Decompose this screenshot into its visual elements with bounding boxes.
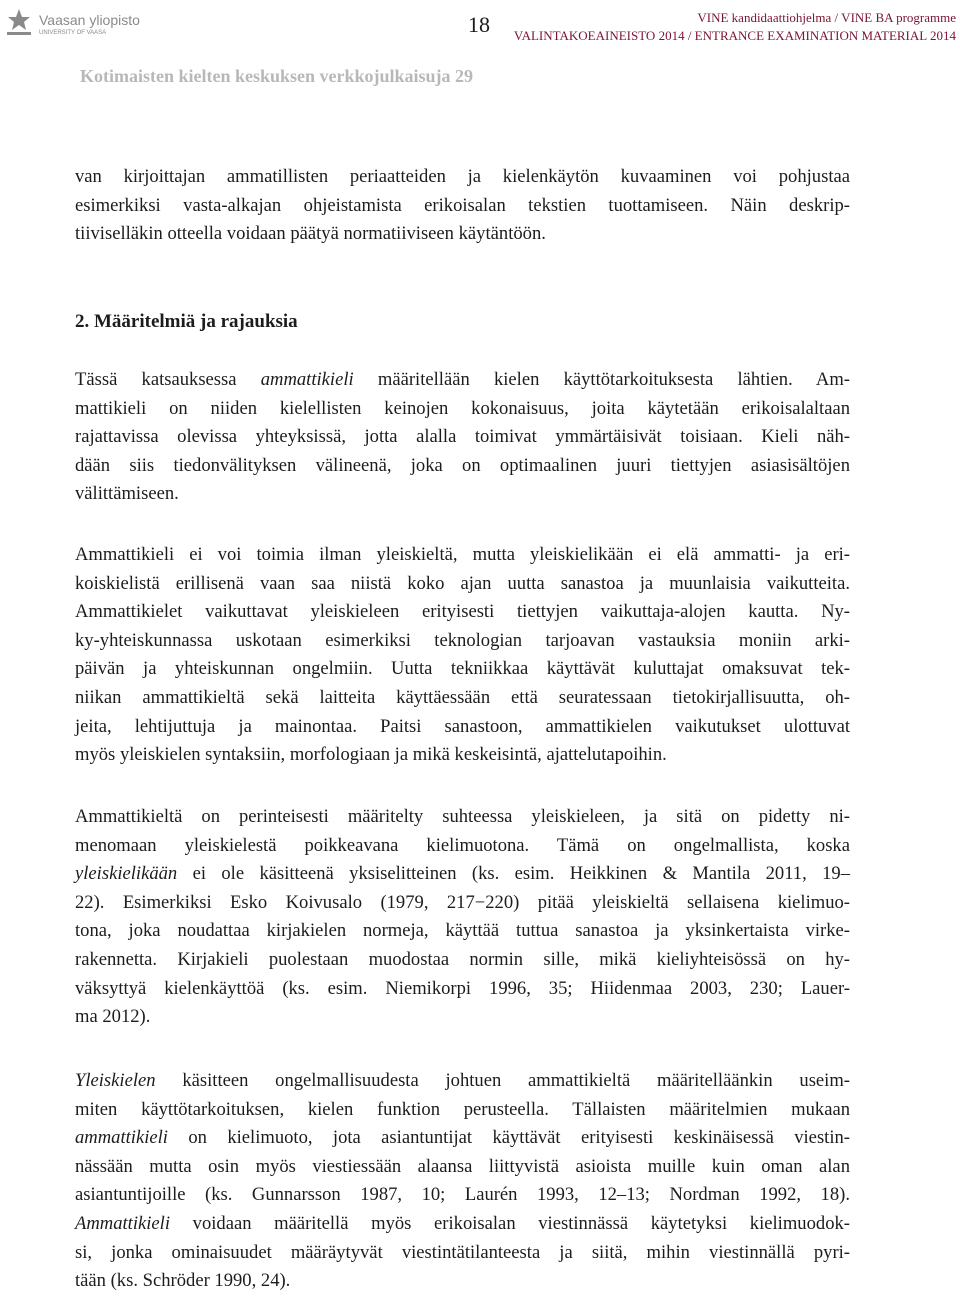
text-line: dään siis tiedonvälityksen välineenä, joka on optimaalinen juuri tiettyjen asiasisältöjen <box>75 454 850 476</box>
university-logo <box>3 8 143 36</box>
text-line: ky-yhteiskunnassa uskotaan esimerkiksi teknologian tarjoavan vastauksia moniin arki- <box>75 629 850 651</box>
logo-name: Vaasan yliopisto <box>39 12 140 28</box>
section-heading: 2. Määritelmiä ja rajauksia <box>75 311 298 332</box>
italic-term: ammattikieli <box>75 1127 168 1149</box>
text-line: nässään mutta osin myös viestiessään alaansa liittyvistä asioista muille kuin oman alan <box>75 1155 850 1177</box>
paragraph-4 <box>75 803 850 1032</box>
italic-term: Yleiskielen <box>75 1070 156 1091</box>
text-run: on kielimuoto, jota asiantuntijat käyttävät erityisesti keskinäisessä viestin- <box>167 1127 850 1149</box>
text-run: käsitteen ongelmallisuudesta johtuen ammattikieltä määritelläänkin useim- <box>155 1070 850 1091</box>
text-run: Tässä katsauksessa <box>75 369 261 390</box>
text-line: mattikieli on niiden kielellisten keinojen kokonaisuus, joita käytetään erikoisalaltaan <box>75 397 850 419</box>
programme-line-1: VINE kandidaattiohjelma / VINE BA programme <box>697 10 956 25</box>
text-line: Ammattikieli ei voi toimia ilman yleiskieltä, mutta yleiskielikään ei elä ammatti- ja eri- <box>75 544 850 565</box>
paragraph-2 <box>75 366 850 509</box>
italic-term: ammattikieli <box>260 369 354 390</box>
text-line: 22). Esimerkiksi Esko Koivusalo (1979, 217−220) pitää yleiskieltä sellaisena kielimuo- <box>75 891 850 913</box>
text-line: päivän ja yhteiskunnan ongelmiin. Uutta tekniikkaa käyttävät kuluttajat omaksuvat tek- <box>75 658 850 680</box>
text-line: väksyttyä kielenkäyttöä (ks. esim. Niemikorpi 1996, 35; Hiidenmaa 2003, 230; Lauer- <box>75 977 850 999</box>
text-line: koiskielistä erillisenä vaan saa niistä koko ajan uutta sanastoa ja muunlaisia vaikutteita. <box>75 572 850 594</box>
programme-header <box>514 9 956 45</box>
text-line: rajattavissa olevissa yhteyksissä, jotta alalla toimivat ymmärtäisivät toisiaan. Kieli näh- <box>75 426 850 448</box>
page-number: 18 <box>468 12 490 37</box>
text-line: asiantuntijoille (ks. Gunnarsson 1987, 10; Laurén 1993, 12–13; Nordman 1992, 18). <box>75 1184 850 1206</box>
text-line: rakennetta. Kirjakieli puolestaan muodostaa normin sille, mikä kieliyhteisössä on hy- <box>75 948 850 970</box>
text-line <box>75 1210 850 1239</box>
text-line: si, jonka ominaisuudet määräytyvät viestintätilanteesta ja siitä, mihin viestinnällä pyri- <box>75 1241 850 1263</box>
text-run: määritellään kielen käyttötarkoituksesta lähtien. Am- <box>353 369 850 390</box>
university-crest-icon <box>3 8 35 38</box>
text-line: niikan ammattikieltä sekä laitteita käyttäessään että seuratessaan tietokirjallisuutta, oh- <box>75 686 850 708</box>
text-line <box>75 860 850 889</box>
text-line: Ammattikielet vaikuttavat yleiskieleen erityisesti tiettyjen vaikuttaja-alojen kautta. Ny- <box>75 601 850 623</box>
text-line: van kirjoittajan ammatillisten periaatteiden ja kielenkäytön kuvaaminen voi pohjustaa <box>75 166 850 187</box>
text-line <box>75 1067 850 1096</box>
text-line: jeita, lehtijuttuja ja mainontaa. Paitsi sanastoon, ammattikielen vaikutukset ulottuvat <box>75 715 850 737</box>
paragraph-3 <box>75 541 850 770</box>
paragraph-5 <box>75 1067 850 1296</box>
series-title: Kotimaisten kielten keskuksen verkkojulkaisuja 29 <box>80 66 474 86</box>
text-line: tona, joka noudattaa kirjakielen normeja, käyttää tuttua sanastoa ja yksinkertaista virke- <box>75 920 850 942</box>
text-run: voidaan määritellä myös erikoisalan viestinnässä käytetyksi kielimuodok- <box>170 1212 850 1234</box>
text-line <box>75 366 850 395</box>
text-line: ma 2012). <box>75 1006 151 1028</box>
text-line: esimerkiksi vasta-alkajan ohjeistamista erikoisalan tekstien tuottamiseen. Näin deskrip- <box>75 194 850 216</box>
italic-term: Ammattikieli <box>75 1212 171 1234</box>
logo-subtitle: UNIVERSITY OF VAASA <box>39 30 107 36</box>
paragraph-1 <box>75 163 850 249</box>
text-line: miten käyttötarkoituksen, kielen funktion perusteella. Tällaisten määritelmien mukaan <box>75 1098 850 1120</box>
text-run: ei ole käsitteenä yksiselitteinen (ks. esim. Heikkinen & Mantila 2011, 19– <box>177 863 850 885</box>
text-line: välittämiseen. <box>75 483 179 505</box>
text-line: menomaan yleiskielestä poikkeavana kielimuotona. Tämä on ongelmallista, koska <box>75 834 850 856</box>
italic-term: yleiskielikään <box>75 863 178 885</box>
text-line: tään (ks. Schröder 1990, 24). <box>75 1270 291 1292</box>
text-line: Ammattikieltä on perinteisesti määritelty suhteessa yleiskieleen, ja sitä on pidetty ni- <box>75 806 850 827</box>
programme-line-2: VALINTAKOEAINEISTO 2014 / ENTRANCE EXAMINATION MATERIAL 2014 <box>513 28 956 43</box>
text-line: tiiviselläkin otteella voidaan päätyä normatiiviseen käytäntöön. <box>75 223 546 245</box>
text-line: myös yleiskielen syntaksiin, morfologiaan ja mikä keskeisintä, ajattelutapoihin. <box>75 744 667 766</box>
text-line <box>75 1124 850 1153</box>
